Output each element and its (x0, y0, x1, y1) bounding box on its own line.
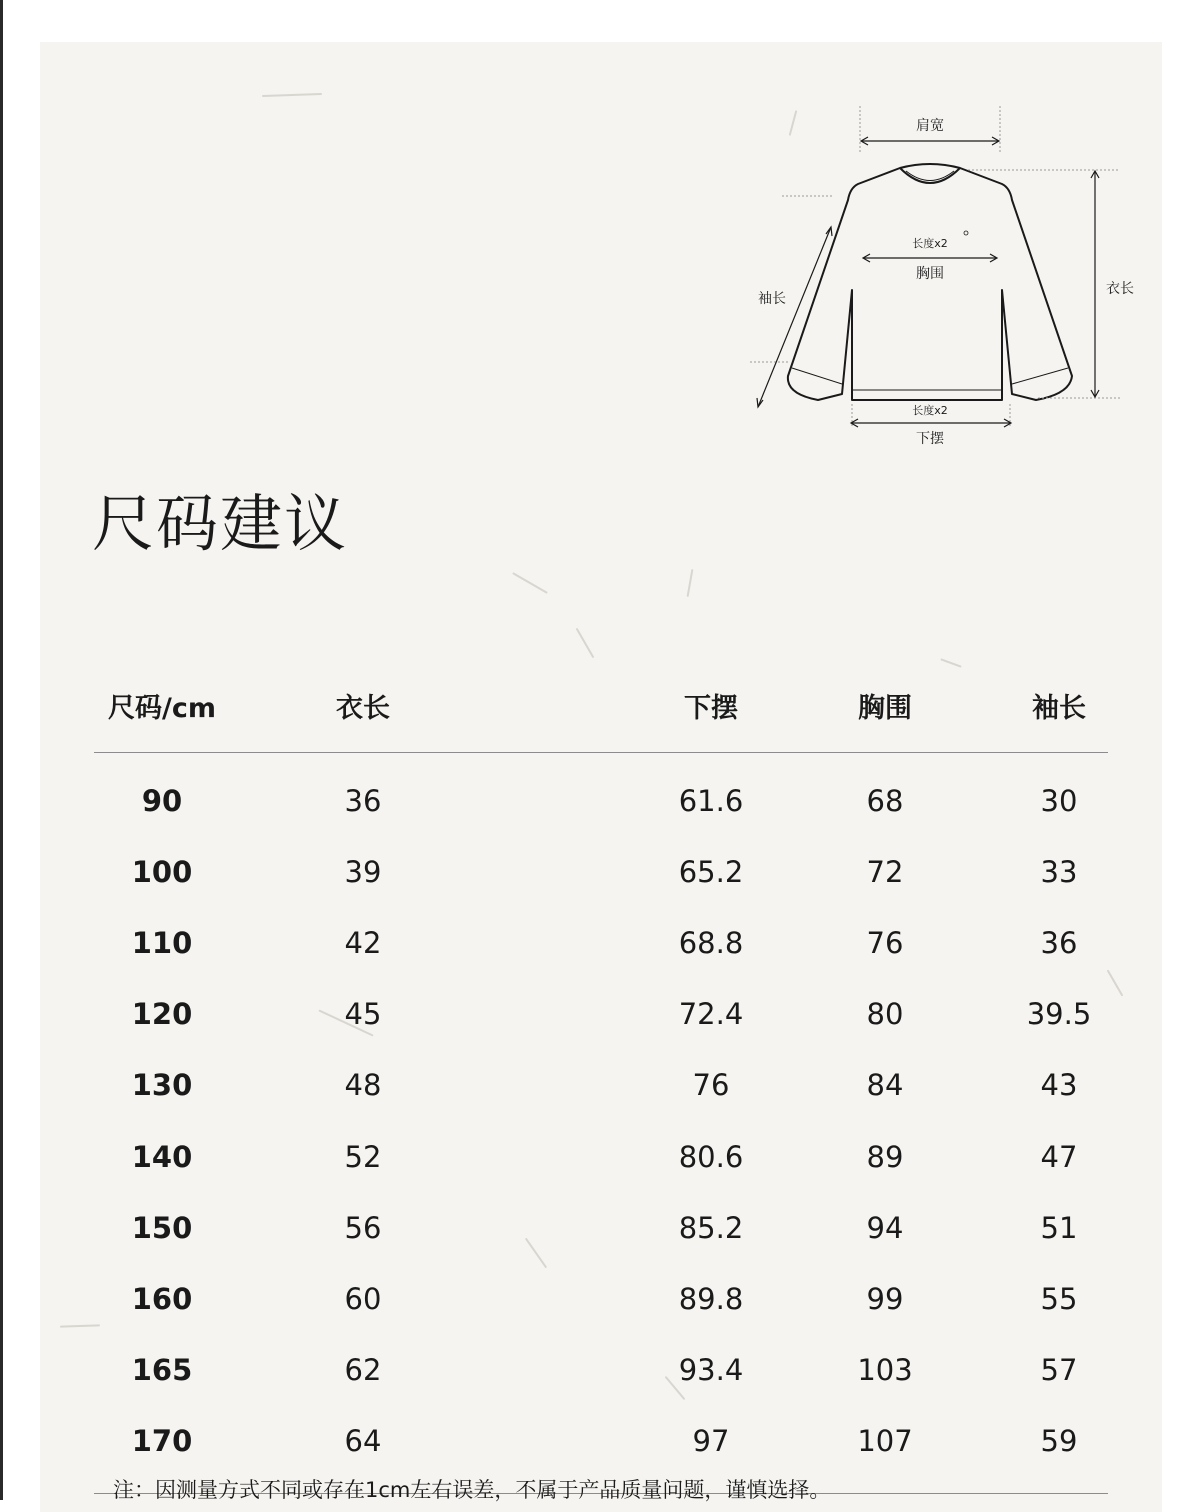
table-row (94, 979, 1108, 1050)
left-edge-rule (0, 0, 3, 1500)
cell-sleeve: 33 (1040, 854, 1078, 889)
cell-chest: 68 (866, 783, 904, 818)
cell-size: 170 (131, 1424, 193, 1459)
garment-length-label: 衣长 (1106, 281, 1134, 297)
cell-sleeve: 30 (1040, 783, 1078, 818)
header-chest: 胸围 (858, 693, 912, 724)
cell-hem: 93.4 (678, 1353, 744, 1388)
cell-sleeve: 57 (1040, 1353, 1078, 1388)
cell-hem: 68.8 (678, 925, 744, 960)
table-row (94, 836, 1108, 907)
garment-diagram (740, 100, 1140, 460)
cell-size: 120 (131, 997, 193, 1032)
measurement-disclaimer: 注：因测量方式不同或存在1cm左右误差，不属于产品质量问题，谨慎选择。 (113, 1478, 831, 1502)
chest-label: 胸围 (916, 266, 944, 282)
cell-length: 48 (344, 1068, 382, 1103)
cell-length: 52 (344, 1139, 382, 1174)
cell-sleeve: 39.5 (1026, 997, 1092, 1032)
cell-length: 45 (344, 997, 382, 1032)
table-row (94, 907, 1108, 978)
cell-size: 110 (131, 925, 193, 960)
table-row (94, 765, 1108, 836)
paper-fiber (687, 569, 694, 597)
cell-chest: 76 (866, 925, 904, 960)
cell-sleeve: 36 (1040, 925, 1078, 960)
cell-size: 90 (141, 783, 183, 818)
cell-size: 140 (131, 1139, 193, 1174)
cell-hem: 65.2 (678, 854, 744, 889)
table-body (94, 765, 1108, 1494)
table-header (94, 640, 1108, 753)
cell-length: 60 (344, 1281, 382, 1316)
hem-length-note: 长度x2 (912, 404, 948, 417)
cell-hem: 97 (692, 1424, 730, 1459)
cell-sleeve: 59 (1040, 1424, 1078, 1459)
cell-length: 39 (344, 854, 382, 889)
cell-chest: 94 (866, 1210, 904, 1245)
cell-chest: 72 (866, 854, 904, 889)
sweatshirt-illustration (740, 100, 1140, 460)
shoulder-width-label: 肩宽 (916, 118, 944, 134)
table-row (94, 1050, 1108, 1121)
cell-hem: 85.2 (678, 1210, 744, 1245)
chest-length-note: 长度x2 (912, 237, 948, 250)
cell-hem: 80.6 (678, 1139, 744, 1174)
cell-hem: 72.4 (678, 997, 744, 1032)
paper-fiber (512, 572, 548, 594)
cell-length: 56 (344, 1210, 382, 1245)
cell-chest: 103 (857, 1353, 913, 1388)
hem-label: 下摆 (916, 431, 944, 447)
sleeve-length-label: 袖长 (758, 291, 786, 307)
header-sleeve: 袖长 (1032, 693, 1086, 724)
cell-chest: 80 (866, 997, 904, 1032)
cell-hem: 89.8 (678, 1281, 744, 1316)
table-row (94, 1192, 1108, 1263)
cell-sleeve: 43 (1040, 1068, 1078, 1103)
cell-chest: 89 (866, 1139, 904, 1174)
cell-size: 150 (131, 1210, 193, 1245)
table-row (94, 1406, 1108, 1477)
paper-fiber (262, 93, 322, 97)
cell-hem: 76 (692, 1068, 730, 1103)
cell-length: 62 (344, 1353, 382, 1388)
cell-sleeve: 55 (1040, 1281, 1078, 1316)
cell-size: 160 (131, 1281, 193, 1316)
size-table (94, 640, 1108, 1494)
cell-length: 36 (344, 783, 382, 818)
size-guide-panel (40, 42, 1162, 1512)
cell-sleeve: 47 (1040, 1139, 1078, 1174)
cell-length: 42 (344, 925, 382, 960)
table-row (94, 1263, 1108, 1334)
header-hem: 下摆 (684, 693, 738, 724)
cell-sleeve: 51 (1040, 1210, 1078, 1245)
header-length: 衣长 (336, 693, 390, 724)
header-size: 尺码/cm (108, 693, 216, 724)
cell-size: 165 (131, 1353, 193, 1388)
paper-fiber (1107, 970, 1124, 997)
cell-chest: 107 (857, 1424, 913, 1459)
page-title: 尺码建议 (92, 487, 349, 560)
table-row (94, 1121, 1108, 1192)
table-row (94, 1335, 1108, 1406)
cell-size: 130 (131, 1068, 193, 1103)
cell-length: 64 (344, 1424, 382, 1459)
cell-hem: 61.6 (678, 783, 744, 818)
cell-chest: 84 (866, 1068, 904, 1103)
cell-chest: 99 (866, 1281, 904, 1316)
cell-size: 100 (131, 854, 193, 889)
